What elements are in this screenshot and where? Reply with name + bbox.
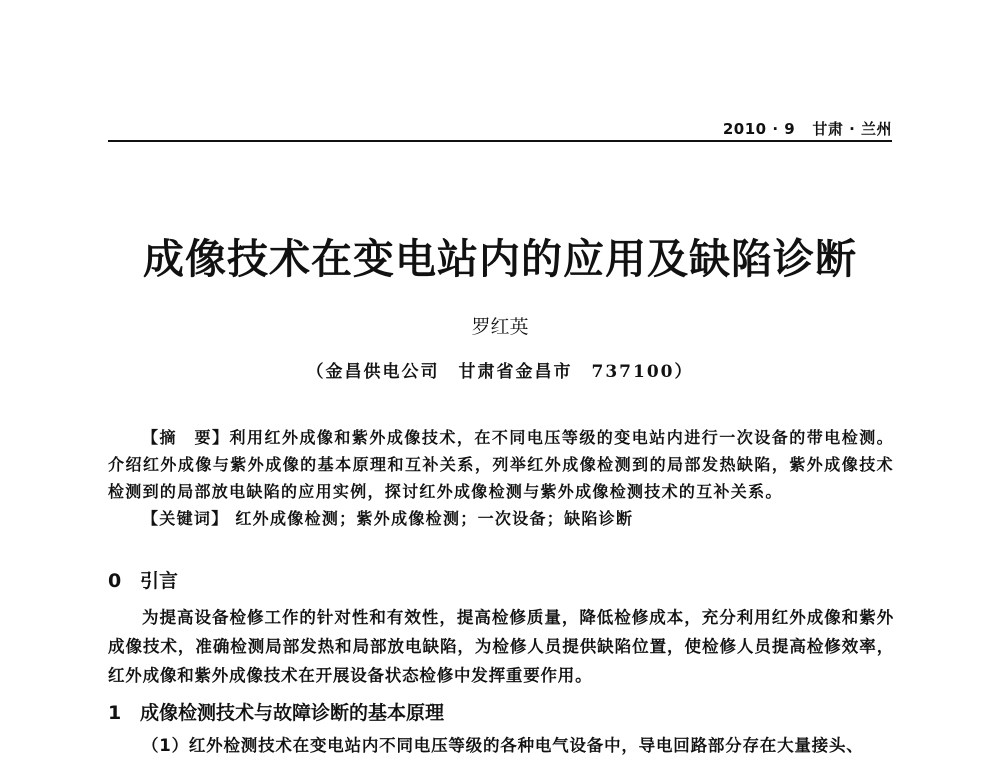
section-number: 0: [108, 570, 122, 592]
header-divider: [108, 140, 892, 142]
section-body-1: [108, 731, 894, 760]
abstract-text: 利用红外成像和紫外成像技术，在不同电压等级的变电站内进行一次设备的带电检测。介绍红外成像与紫外成像的基本原理和互补关系，列举红外成像检测到的局部发热缺陷，紫外成像技术检测到的局部放电缺陷的应用实例，探讨红外成像检测与紫外成像检测技术的互补关系。: [108, 428, 894, 501]
keywords-label: 【关键词】: [142, 509, 229, 528]
keywords-text: 红外成像检测；紫外成像检测；一次设备；缺陷诊断: [228, 509, 634, 528]
abstract-paragraph: [108, 424, 894, 505]
issue-date: 2010 · 9: [722, 120, 796, 138]
body-paragraph: 为提高设备检修工作的针对性和有效性，提高检修质量，降低检修成本，充分利用红外成像和紫外成像技术，准确检测局部发热和局部放电缺陷，为检修人员提供缺陷位置，使检修人员提高检修效率，红外成像和紫外成像技术在开展设备状态检修中发挥重要作用。: [108, 608, 894, 685]
body-paragraph: （1）红外检测技术在变电站内不同电压等级的各种电气设备中，导电回路部分存在大量接头、: [142, 736, 864, 755]
section-heading-0: [108, 566, 178, 593]
section-title: 引言: [140, 570, 179, 592]
article-title: 成像技术在变电站内的应用及缺陷诊断: [143, 235, 857, 283]
journal-issue-header: [723, 118, 892, 139]
issue-location: 甘肃 · 兰州: [812, 120, 892, 138]
section-body-0: [108, 603, 894, 690]
section-number: 1: [108, 702, 122, 724]
article-affiliation: （金昌供电公司 甘肃省金昌市 737100）: [306, 362, 694, 382]
section-title: 成像检测技术与故障诊断的基本原理: [140, 702, 445, 724]
article-author: 罗红英: [471, 316, 529, 338]
abstract-block: [108, 424, 894, 532]
keywords-paragraph: [108, 505, 894, 532]
section-heading-1: [108, 698, 444, 725]
abstract-label: 【摘 要】: [142, 428, 230, 447]
